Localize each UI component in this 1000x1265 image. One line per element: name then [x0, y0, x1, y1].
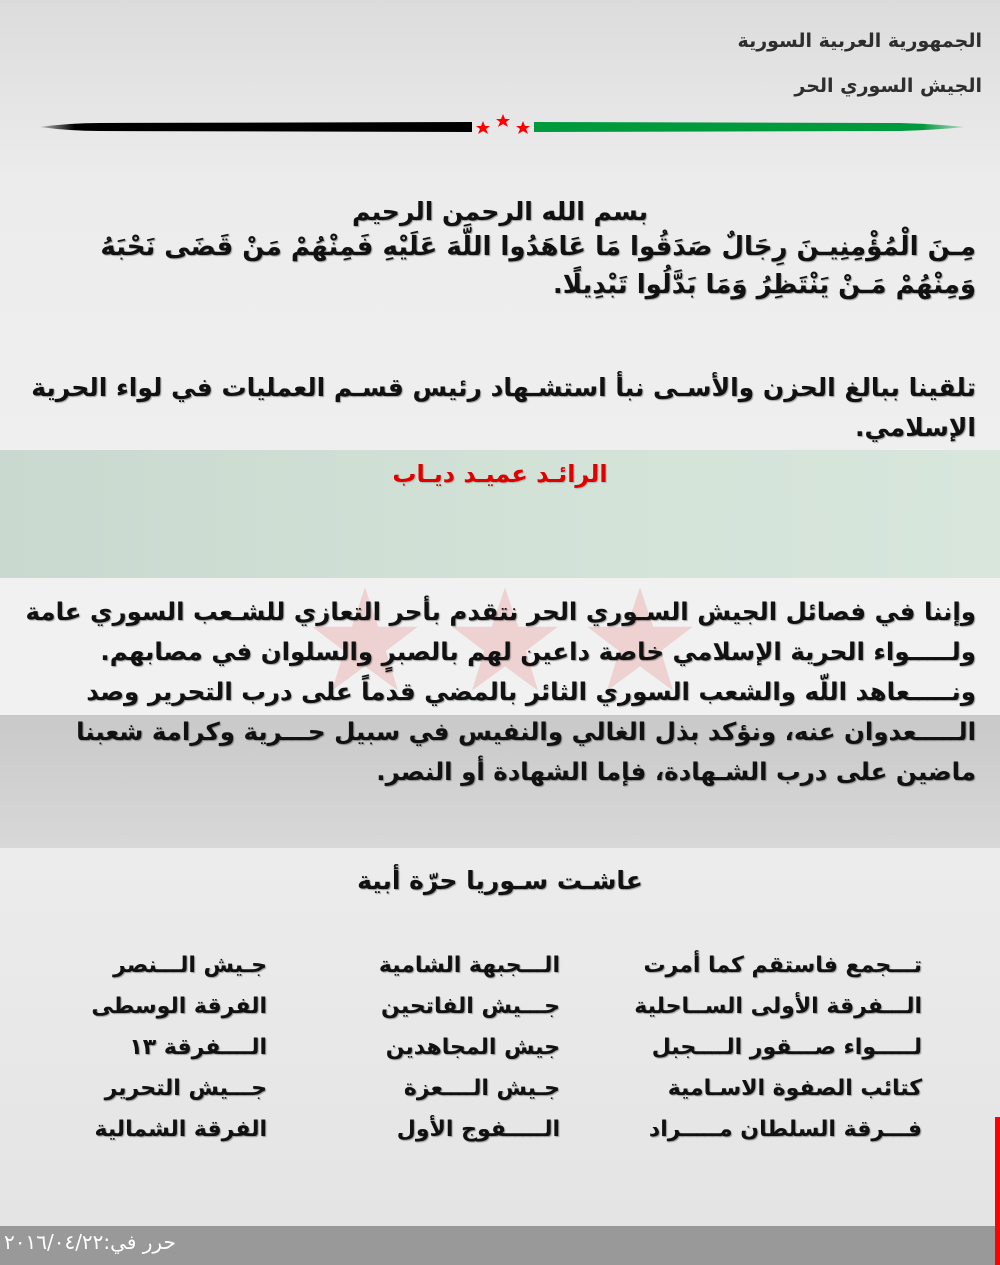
divider-green-segment [534, 122, 965, 132]
faction-name: لـــــواء صـــقور الــــجبل [651, 1035, 922, 1060]
faction-column-middle [360, 948, 560, 1153]
martyr-name: الرائـد عميـد ديـاب [392, 460, 608, 488]
faction-name: جـيش الـــنصر [113, 953, 267, 978]
quran-verse: مِـنَ الْمُؤْمِنِيـنَ رِجَالٌ صَدَقُوا مَا عَاهَدُوا اللَّهَ عَلَيْهِ فَمِنْهُمْ مَنْ قَضَى نَحْبَهُ وَمِنْهُمْ مَـنْ يَنْتَظِرُ وَمَا بَدَّلُوا تَبْدِيلًا. [100, 232, 976, 300]
faction-name: كتائب الصفوة الاسـامية [667, 1076, 922, 1101]
slogan: عاشـت سـوريا حرّة أبية [357, 866, 643, 895]
faction-name: فـــرقة السلطان مـــــراد [648, 1117, 922, 1142]
faction-name: الـــفرقة الأولى الســاحلية [634, 994, 922, 1019]
faction-name: جـــيش الفاتحين [381, 994, 560, 1019]
faction-name: الفرقة الشمالية [94, 1117, 267, 1142]
header-army: الجيش السوري الحر [794, 75, 982, 97]
faction-name: الفرقة الوسطى [91, 994, 267, 1019]
faction-name: تـــجمع فاستقم كما أمرت [643, 953, 922, 978]
divider-black-segment [40, 122, 472, 132]
divider-star-icon [476, 121, 490, 134]
faction-name: الــــفرقة ١٣ [129, 1035, 267, 1060]
flag-divider [40, 112, 965, 138]
issue-date: حرر في:٢٠١٦/٠٤/٢٢ [4, 1230, 176, 1254]
basmala: بسم الله الرحمن الرحيم [352, 197, 648, 226]
faction-column-right [632, 948, 922, 1153]
intro-paragraph: تلقينا ببالغ الحزن والأسـى نبأ استشـهاد رئيس قسـم العمليات في لواء الحرية الإسلامي. [31, 373, 976, 442]
faction-name: الـــجبهة الشامية [378, 953, 560, 978]
faction-name: جـيش الــــعزة [403, 1076, 560, 1101]
faction-column-left [67, 948, 267, 1153]
faction-name: جـــيش التحرير [104, 1076, 267, 1101]
divider-star-icon [516, 121, 530, 134]
red-accent-bar [995, 1117, 1000, 1265]
condolence-paragraph: وإننا في فصائل الجيش السـوري الحر نتقدم بأحر التعازي للشـعب السوري عامة ولـــــواء الحرية الإسلامي خاصة داعين لهم بالصبرٍ والسلوان في مصابهم. ونـــــعاهد اللّه والشعب السوري الثائر بالمضي قدماً على درب التحرير وصد الـــــعدوان عنه، ونؤكد بذل الغالي والنفيس في سبيل حـــرية وكرامة شعبنا ماضين على درب الشـهادة، فإما الشهادة أو النصر. [25, 597, 976, 786]
header-country: الجمهورية العربية السورية [737, 30, 982, 52]
divider-star-icon [496, 114, 510, 127]
faction-name: الـــــفوج الأول [396, 1117, 560, 1142]
faction-name: جيش المجاهدين [385, 1035, 560, 1060]
